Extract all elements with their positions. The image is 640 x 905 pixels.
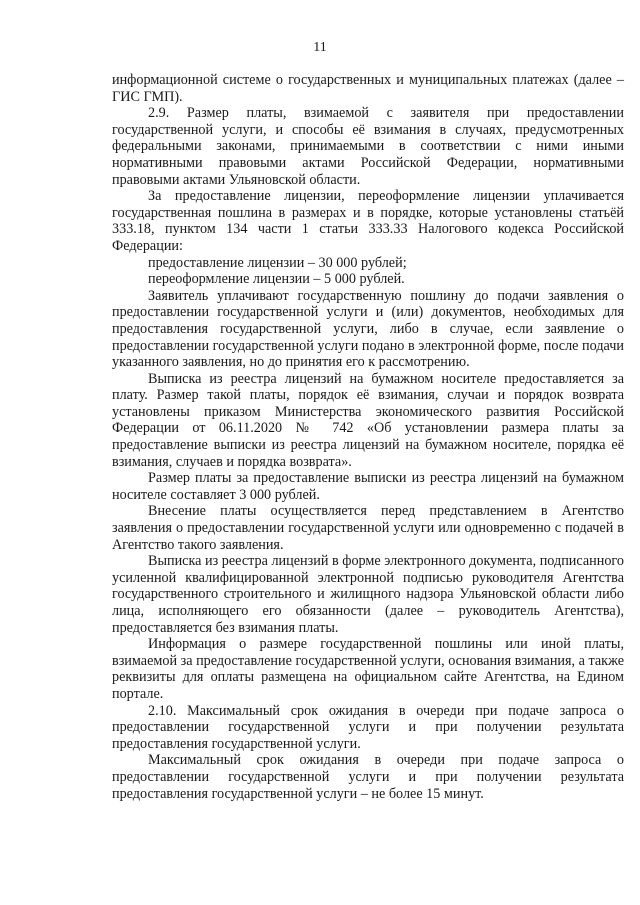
paragraph-duty-payment-timing: Заявитель уплачивают государственную пошлину до подачи заявления о предоставлении государственной услуги и (или) документов, необходимых для предоставления государственной услуги, либо в случае, если заявление о предоставлении государственной услуги подано в электронной форме, после подачи указанного заявления, но до принятия его к рассмотрению. bbox=[112, 287, 624, 371]
paragraph-fee-information: Информация о размере государственной пошлины или иной платы, взимаемой за предоставление государственной услуги, основания взимания, а также реквизиты для оплаты размещена на официальном сайте Агентства, на Едином портале. bbox=[112, 636, 624, 702]
list-item-license-reissue-fee: переоформление лицензии – 5 000 рублей. bbox=[148, 271, 405, 288]
paragraph-electronic-extract: Выписка из реестра лицензий в форме электронного документа, подписанного усиленной квалифицированной электронной подписью руководителя Агентства государственного строительного и жилищного надзора Ульяновской области либо лица, исполняющего его обязанности (далее – руководитель Агентства), предоставляется без взимания платы. bbox=[112, 553, 624, 636]
paragraph-state-duty: За предоставление лицензии, переоформление лицензии уплачивается государственная пошлина в размерах и в порядке, которые установлены статьёй 333.18, пунктом 134 части 1 статьи 333.33 Налогового кодекса Российской Федерации: bbox=[112, 188, 624, 254]
paragraph-gis-gmp-continuation: информационной системе о государственных и муниципальных платежах (далее – ГИС ГМП). bbox=[112, 72, 624, 105]
document-body bbox=[112, 72, 624, 802]
paragraph-2-9-heading: 2.9. Размер платы, взимаемой с заявителя при предоставлении государственной услуги, и способы её взимания в случаях, предусмотренных федеральными законами, принимаемыми в соответствии с ними иными нормативными правовыми актами Российской Федерации, нормативными правовыми актами Ульяновской области. bbox=[112, 105, 624, 188]
paragraph-payment-procedure: Внесение платы осуществляется перед представлением в Агентство заявления о предоставлении государственной услуги или одновременно с подачей в Агентство такого заявления. bbox=[112, 503, 624, 553]
paragraph-registry-extract-paper: Выписка из реестра лицензий на бумажном носителе предоставляется за плату. Размер такой платы, порядок её взимания, случаи и порядок возврата установлены приказом Министерства экономического развития Российской Федерации от 06.11.2020 № 742 «Об установлении размера платы за предоставление выписки из реестра лицензий на бумажном носителе, порядка её взимания, случаев и порядка возврата». bbox=[112, 370, 624, 470]
paragraph-2-10-heading: 2.10. Максимальный срок ожидания в очереди при подаче запроса о предоставлении государственной услуги и при получении результата предоставления государственной услуги. bbox=[112, 702, 624, 752]
page-number: 11 bbox=[313, 40, 327, 55]
paragraph-max-wait-time: Максимальный срок ожидания в очереди при подаче запроса о предоставлении государственной услуги и при получении результата предоставления государственной услуги – не более 15 минут. bbox=[112, 752, 624, 802]
list-item-license-grant-fee: предоставление лицензии – 30 000 рублей; bbox=[148, 254, 407, 271]
paragraph-extract-fee-amount: Размер платы за предоставление выписки из реестра лицензий на бумажном носителе составляет 3 000 рублей. bbox=[112, 470, 624, 503]
